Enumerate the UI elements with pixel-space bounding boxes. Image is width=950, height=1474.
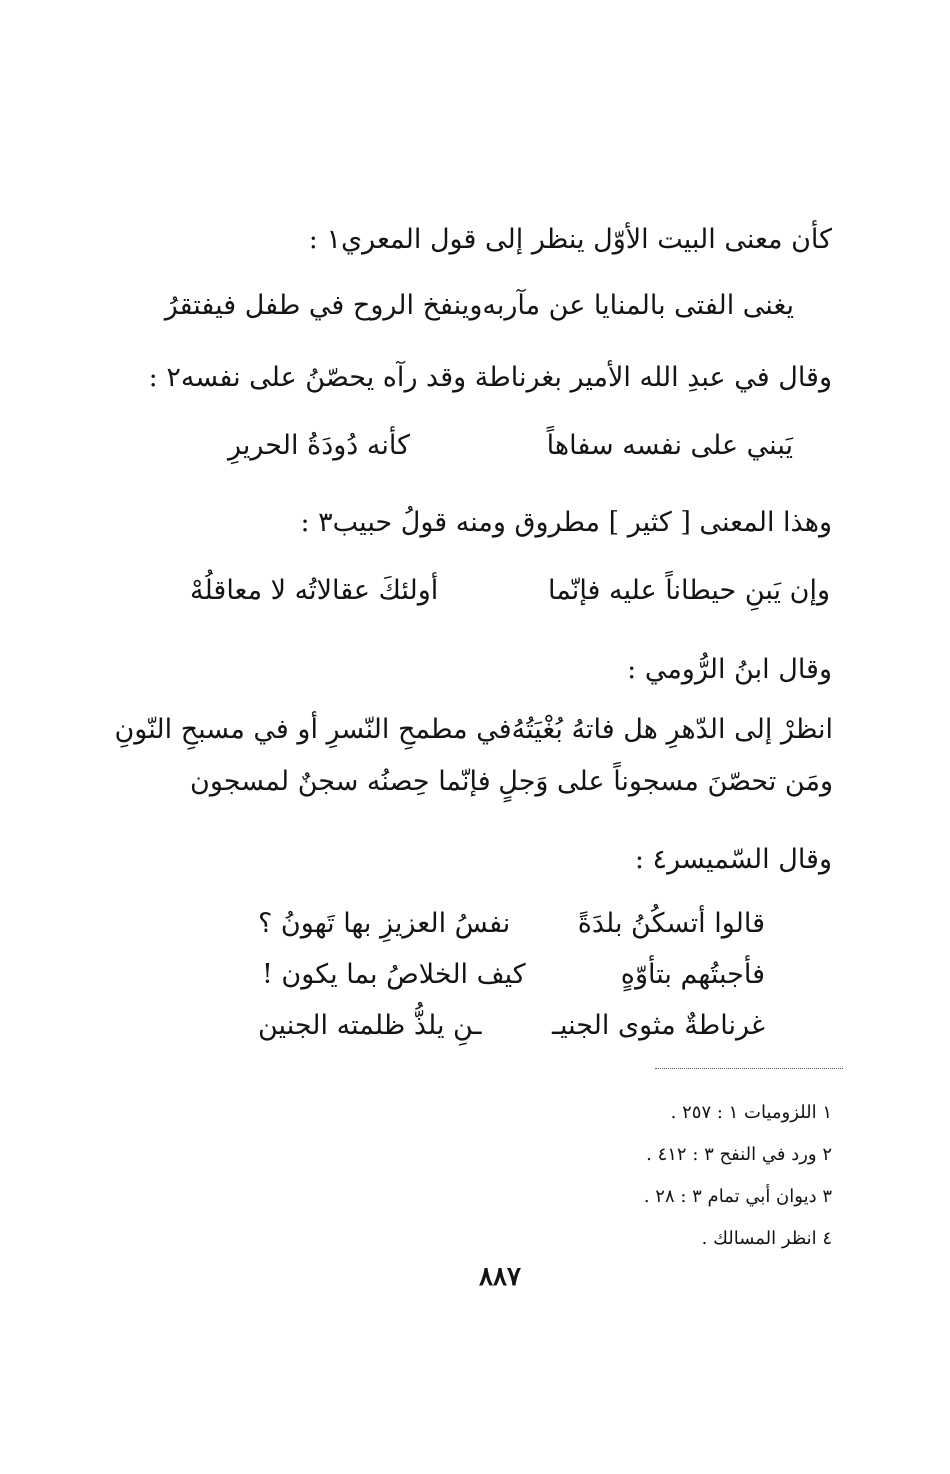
verse-line bbox=[262, 957, 765, 993]
intro-line: وقال ابنُ الرُّومي : bbox=[627, 654, 832, 685]
verse-first-hemistich: انظرْ إلى الدّهرِ هل فاتهُ بُغْيَتُهُ bbox=[511, 714, 833, 745]
verse-second-hemistich: كيف الخلاصُ بما يكون ! bbox=[262, 959, 526, 990]
verse-first-hemistich: يغنى الفتى بالمنايا عن مآربه bbox=[482, 290, 794, 321]
verse-first-hemistich: غرناطةٌ مثوى الجنيـ bbox=[552, 1010, 765, 1041]
verse-second-hemistich: كأنه دُودَةُ الحريرِ bbox=[228, 430, 410, 461]
verse-line bbox=[164, 288, 794, 324]
verse-line bbox=[228, 428, 793, 464]
verse-second-hemistich: أولئكَ عقالاتُه لا معاقلُهْ bbox=[190, 575, 439, 606]
footnote-separator bbox=[655, 1068, 843, 1069]
verse-first-hemistich: يَبني على نفسه سفاهاً bbox=[546, 430, 793, 461]
verse-line bbox=[190, 764, 833, 800]
verse-line bbox=[258, 906, 765, 942]
verse-first-hemistich: ومَن تحصّنَ مسجوناً على وَجلٍ bbox=[498, 766, 833, 797]
verse-second-hemistich: في مطمحِ النّسرِ أو في مسبحِ النّونِ bbox=[114, 714, 512, 745]
verse-line bbox=[190, 573, 830, 609]
verse-second-hemistich: نفسُ العزيزِ بها تَهونُ ؟ bbox=[258, 908, 511, 939]
footnote: ١ اللزوميات ١ : ٢٥٧ . bbox=[670, 1102, 832, 1123]
page-number: ٨٨٧ bbox=[479, 1262, 521, 1292]
footnote: ٣ ديوان أبي تمام ٣ : ٢٨ . bbox=[643, 1186, 832, 1207]
intro-line: وقال السّميسر٤ : bbox=[634, 844, 832, 875]
footnote: ٢ ورد في النفح ٣ : ٤١٢ . bbox=[646, 1144, 832, 1165]
verse-second-hemistich: ـنِ يلذُّ ظلمته الجنين bbox=[258, 1010, 482, 1041]
verse-line bbox=[114, 712, 833, 748]
verse-first-hemistich: وإن يَبنِ حيطاناً عليه فإنّما bbox=[547, 575, 830, 606]
intro-line: كأن معنى البيت الأوّل ينظر إلى قول المعري١ : bbox=[308, 224, 832, 255]
verse-first-hemistich: فأجبتُهم بتأوّهٍ bbox=[620, 959, 765, 990]
footnote: ٤ انظر المسالك . bbox=[701, 1228, 832, 1249]
intro-line: وقال في عبدِ الله الأمير بغرناطة وقد رآه يحصّنُ على نفسه٢ : bbox=[148, 362, 832, 393]
verse-first-hemistich: قالوا أتسكُنُ بلدَةً bbox=[577, 908, 765, 939]
footnotes bbox=[644, 1092, 832, 1260]
verse-second-hemistich: فإنّما حِصنُه سجنٌ لمسجون bbox=[190, 766, 491, 797]
verse-line bbox=[258, 1008, 765, 1044]
intro-line: وهذا المعنى [ كثير ] مطروق ومنه قولُ حبيب٣ : bbox=[300, 507, 832, 538]
verse-second-hemistich: وينفخ الروح في طفل فيفتقرُ bbox=[164, 290, 483, 321]
